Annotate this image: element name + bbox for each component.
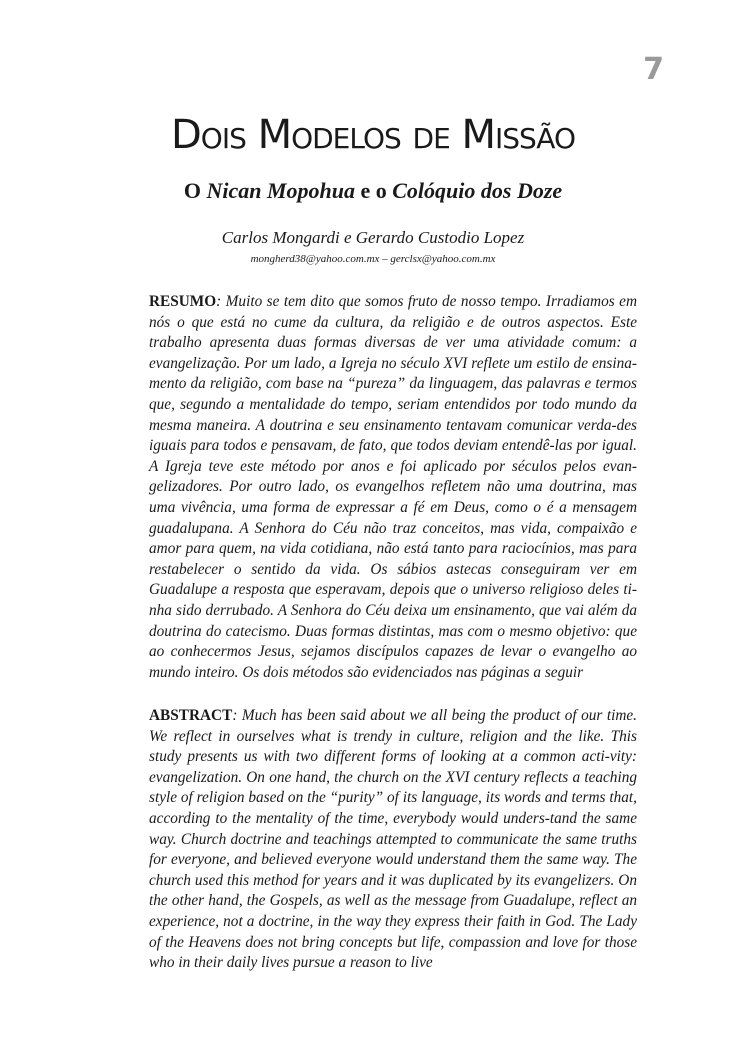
subtitle-italic1: Nican Mopohua [206, 178, 355, 203]
subtitle-part1: O [183, 178, 207, 203]
abstract-text: : Much has been said about we all being the product of our time. We reflect in ourselves what is trendy in culture, religion and the like. This study presents us with two different forms of looking at a common acti-vity: evangelization. On one hand, the church on the XVI century reflects a teaching style of religion based on the “purity” of its language, its words and terms that, according to the mentality of the time, everybody would unders-tand the same way. Church doctrine and teachings attempted to communicate the same truths for everyone, and believed everyone would understand them the same way. The church used this method for years and it was duplicated by its evangelizers. On the other hand, the Gospels, as well as the message from Guadalupe, reflect an experience, not a doctrine, in the way they express their faith in God. The Lady of the Heavens does not bring concepts but life, compassion and love for those who in their daily lives pursue a reason to live [149, 707, 637, 972]
subtitle-italic2: Colóquio dos Doze [392, 178, 563, 203]
author-emails: mongherd38@yahoo.com.mx – gerclsx@yahoo.com.mx [250, 253, 496, 265]
abstract-paragraph [149, 706, 637, 974]
resumo-label: RESUMO [149, 293, 217, 310]
abstract-label: ABSTRACT [149, 707, 233, 724]
page-number: 7 [643, 52, 664, 87]
article-authors: Carlos Mongardi e Gerardo Custodio Lopez [221, 228, 525, 247]
subtitle-part2: e o [354, 178, 393, 203]
article-subtitle [0, 178, 746, 204]
resumo-paragraph [149, 292, 637, 683]
resumo-text: : Muito se tem dito que somos fruto de nosso tempo. Irradiamos em nós o que está no cume da cultura, da religião e de outros aspectos. Este trabalho apresenta duas formas diversas de ver uma atividade comum: a evangelização. Por um lado, a Igreja no século XVI reflete um estilo de ensina-mento da religião, com base na “pureza” da linguagem, das palavras e termos que, segundo a mentalidade do tempo, seriam entendidos por todo mundo da mesma maneira. A doutrina e seu ensinamento tentavam comunicar verda-des iguais para todos e pensavam, de fato, que todos deviam entendê-las por igual. A Igreja teve este método por anos e foi aplicado por séculos pelos evan-gelizadores. Por outro lado, os evangelhos refletem não uma doutrina, mas uma vivência, uma forma de expressar a fé em Deus, como o é a mensagem guadalupana. A Senhora do Céu não traz conceitos, mas vida, compaixão e amor para quem, na vida cotidiana, não está tanto para raciocínios, mas para restabelecer o sentido da vida. Os sábios astecas conseguiram ver em Guadalupe a resposta que esperavam, depois que o universo religioso deles ti-nha sido derrubado. A Senhora do Céu deixa um ensinamento, que vai além da doutrina do catecismo. Duas formas distintas, mas com o mesmo objetivo: que ao conhecermos Jesus, sejamos discípulos capazes de levar o evangelho ao mundo inteiro. Os dois métodos são evidenciados nas páginas a seguir [149, 293, 637, 681]
article-title: Dois Modelos de Missão [170, 112, 576, 158]
